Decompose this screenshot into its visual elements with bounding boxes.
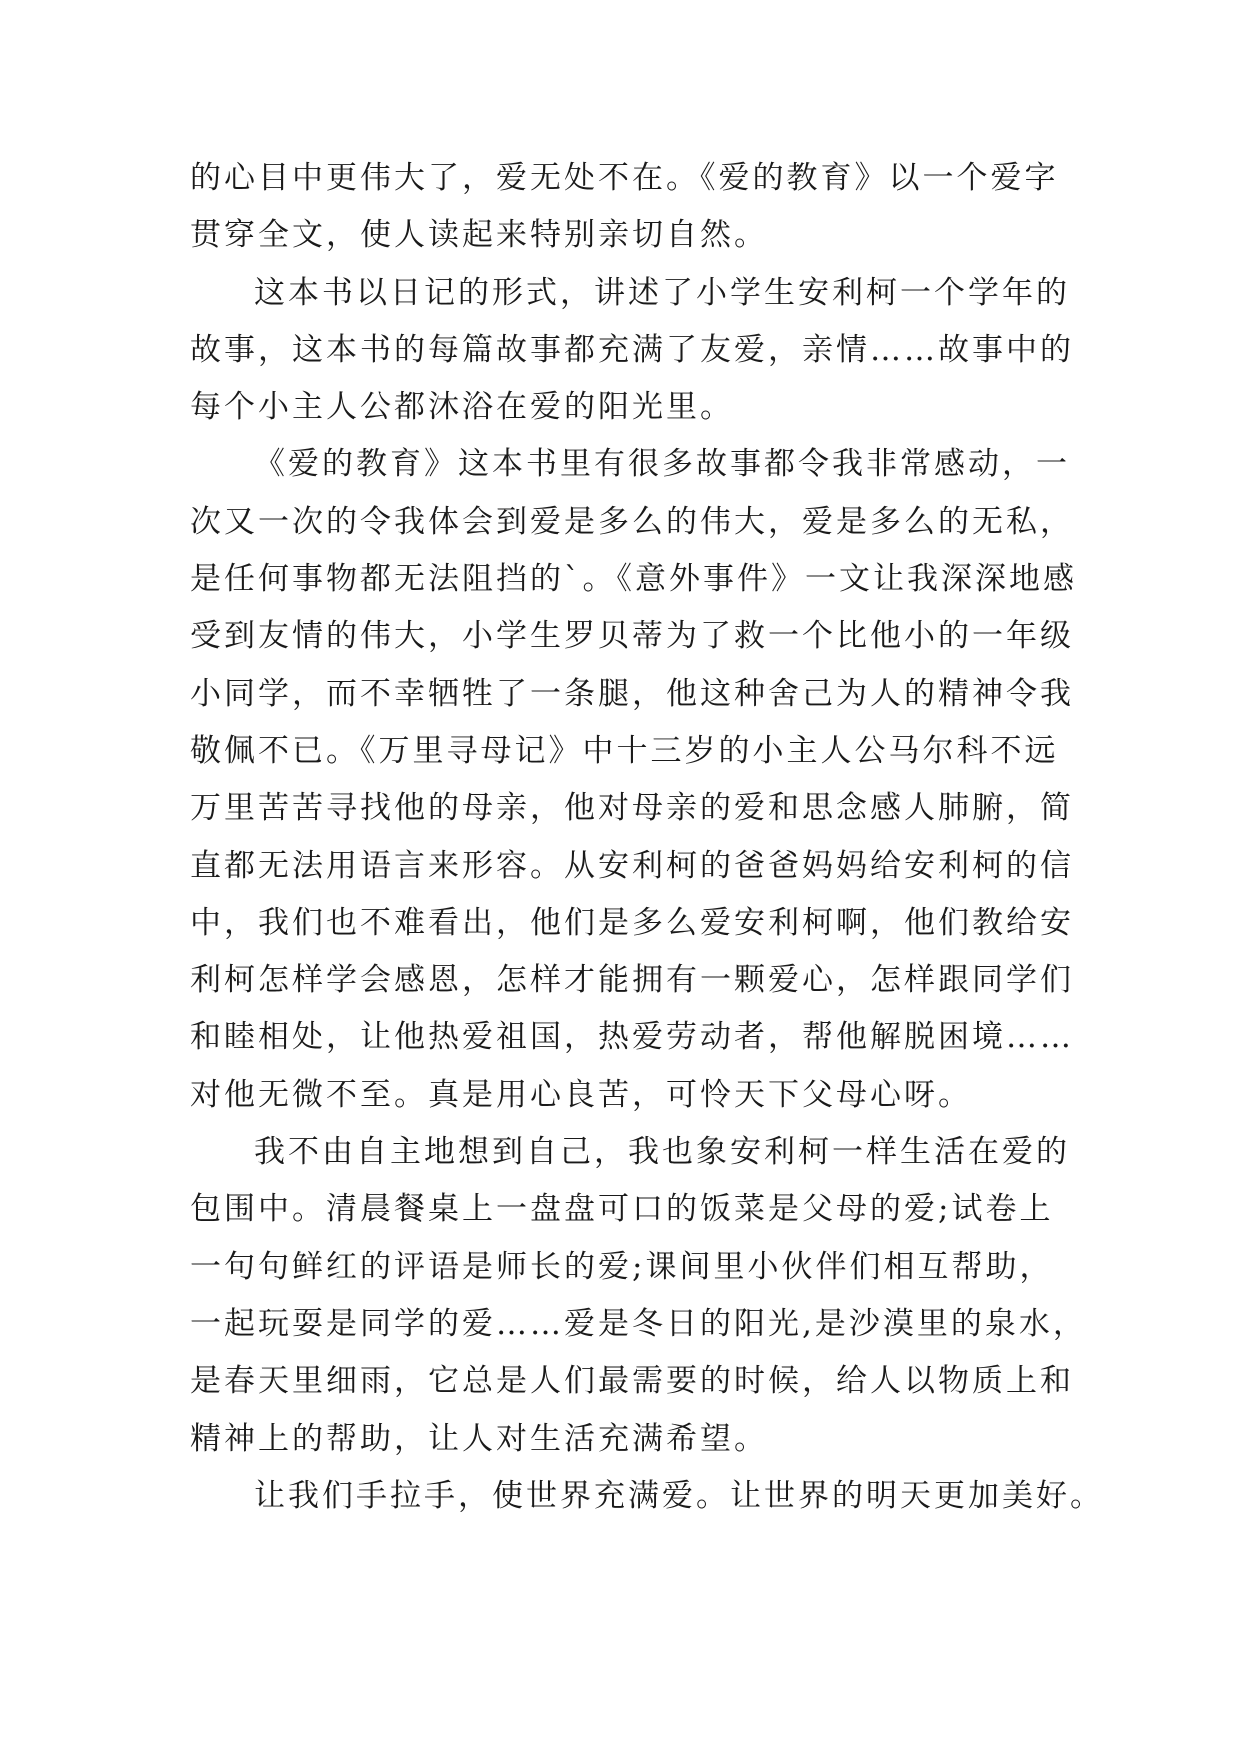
- text-line: 次又一次的令我体会到爱是多么的伟大，爱是多么的无私，: [190, 503, 1074, 540]
- text-line: 利柯怎样学会感恩，怎样才能拥有一颗爱心，怎样跟同学们: [190, 962, 1074, 999]
- text-line: 《爱的教育》这本书里有很多故事都令我非常感动，一: [254, 446, 1070, 483]
- text-line: 小同学，而不幸牺牲了一条腿，他这种舍己为人的精神令我: [190, 675, 1074, 712]
- text-line: 敬佩不已。《万里寻母记》中十三岁的小主人公马尔科不远: [190, 732, 1059, 769]
- document-body: [190, 150, 1104, 1525]
- text-line: 受到友情的伟大，小学生罗贝蒂为了救一个比他小的一年级: [190, 618, 1074, 655]
- text-line: 一句句鲜红的评语是师长的爱;课间里小伙伴们相互帮助，: [190, 1248, 1054, 1285]
- text-line: 万里苦苦寻找他的母亲，他对母亲的爱和思念感人肺腑，简: [190, 790, 1074, 827]
- text-line: 包围中。清晨餐桌上一盘盘可口的饭菜是父母的爱;试卷上: [190, 1191, 1054, 1228]
- text-line: 精神上的帮助，让人对生活充满希望。: [190, 1420, 768, 1457]
- text-line: 一起玩耍是同学的爱……爱是冬日的阳光,是沙漠里的泉水，: [190, 1305, 1087, 1342]
- text-line: 和睦相处，让他热爱祖国，热爱劳动者，帮他解脱困境……: [190, 1019, 1074, 1056]
- text-line: 我不由自主地想到自己，我也象安利柯一样生活在爱的: [254, 1134, 1070, 1171]
- text-line: 是任何事物都无法阻挡的`。《意外事件》一文让我深深地感: [190, 561, 1077, 598]
- text-line: 对他无微不至。真是用心良苦，可怜天下父母心呀。: [190, 1076, 972, 1113]
- text-line: 每个小主人公都沐浴在爱的阳光里。: [190, 389, 734, 426]
- text-line: 直都无法用语言来形容。从安利柯的爸爸妈妈给安利柯的信: [190, 847, 1074, 884]
- text-line: 让我们手拉手，使世界充满爱。让世界的明天更加美好。: [254, 1477, 1104, 1514]
- text-line: 故事，这本书的每篇故事都充满了友爱，亲情……故事中的: [190, 331, 1074, 368]
- text-line: 这本书以日记的形式，讲述了小学生安利柯一个学年的: [254, 274, 1070, 311]
- text-line: 的心目中更伟大了，爱无处不在。《爱的教育》以一个爱字: [190, 160, 1059, 196]
- text-line: 中，我们也不难看出，他们是多么爱安利柯啊，他们教给安: [190, 904, 1074, 941]
- text-line: 是春天里细雨，它总是人们最需要的时候，给人以物质上和: [190, 1363, 1074, 1400]
- text-line: 贯穿全文，使人读起来特别亲切自然。: [190, 217, 768, 254]
